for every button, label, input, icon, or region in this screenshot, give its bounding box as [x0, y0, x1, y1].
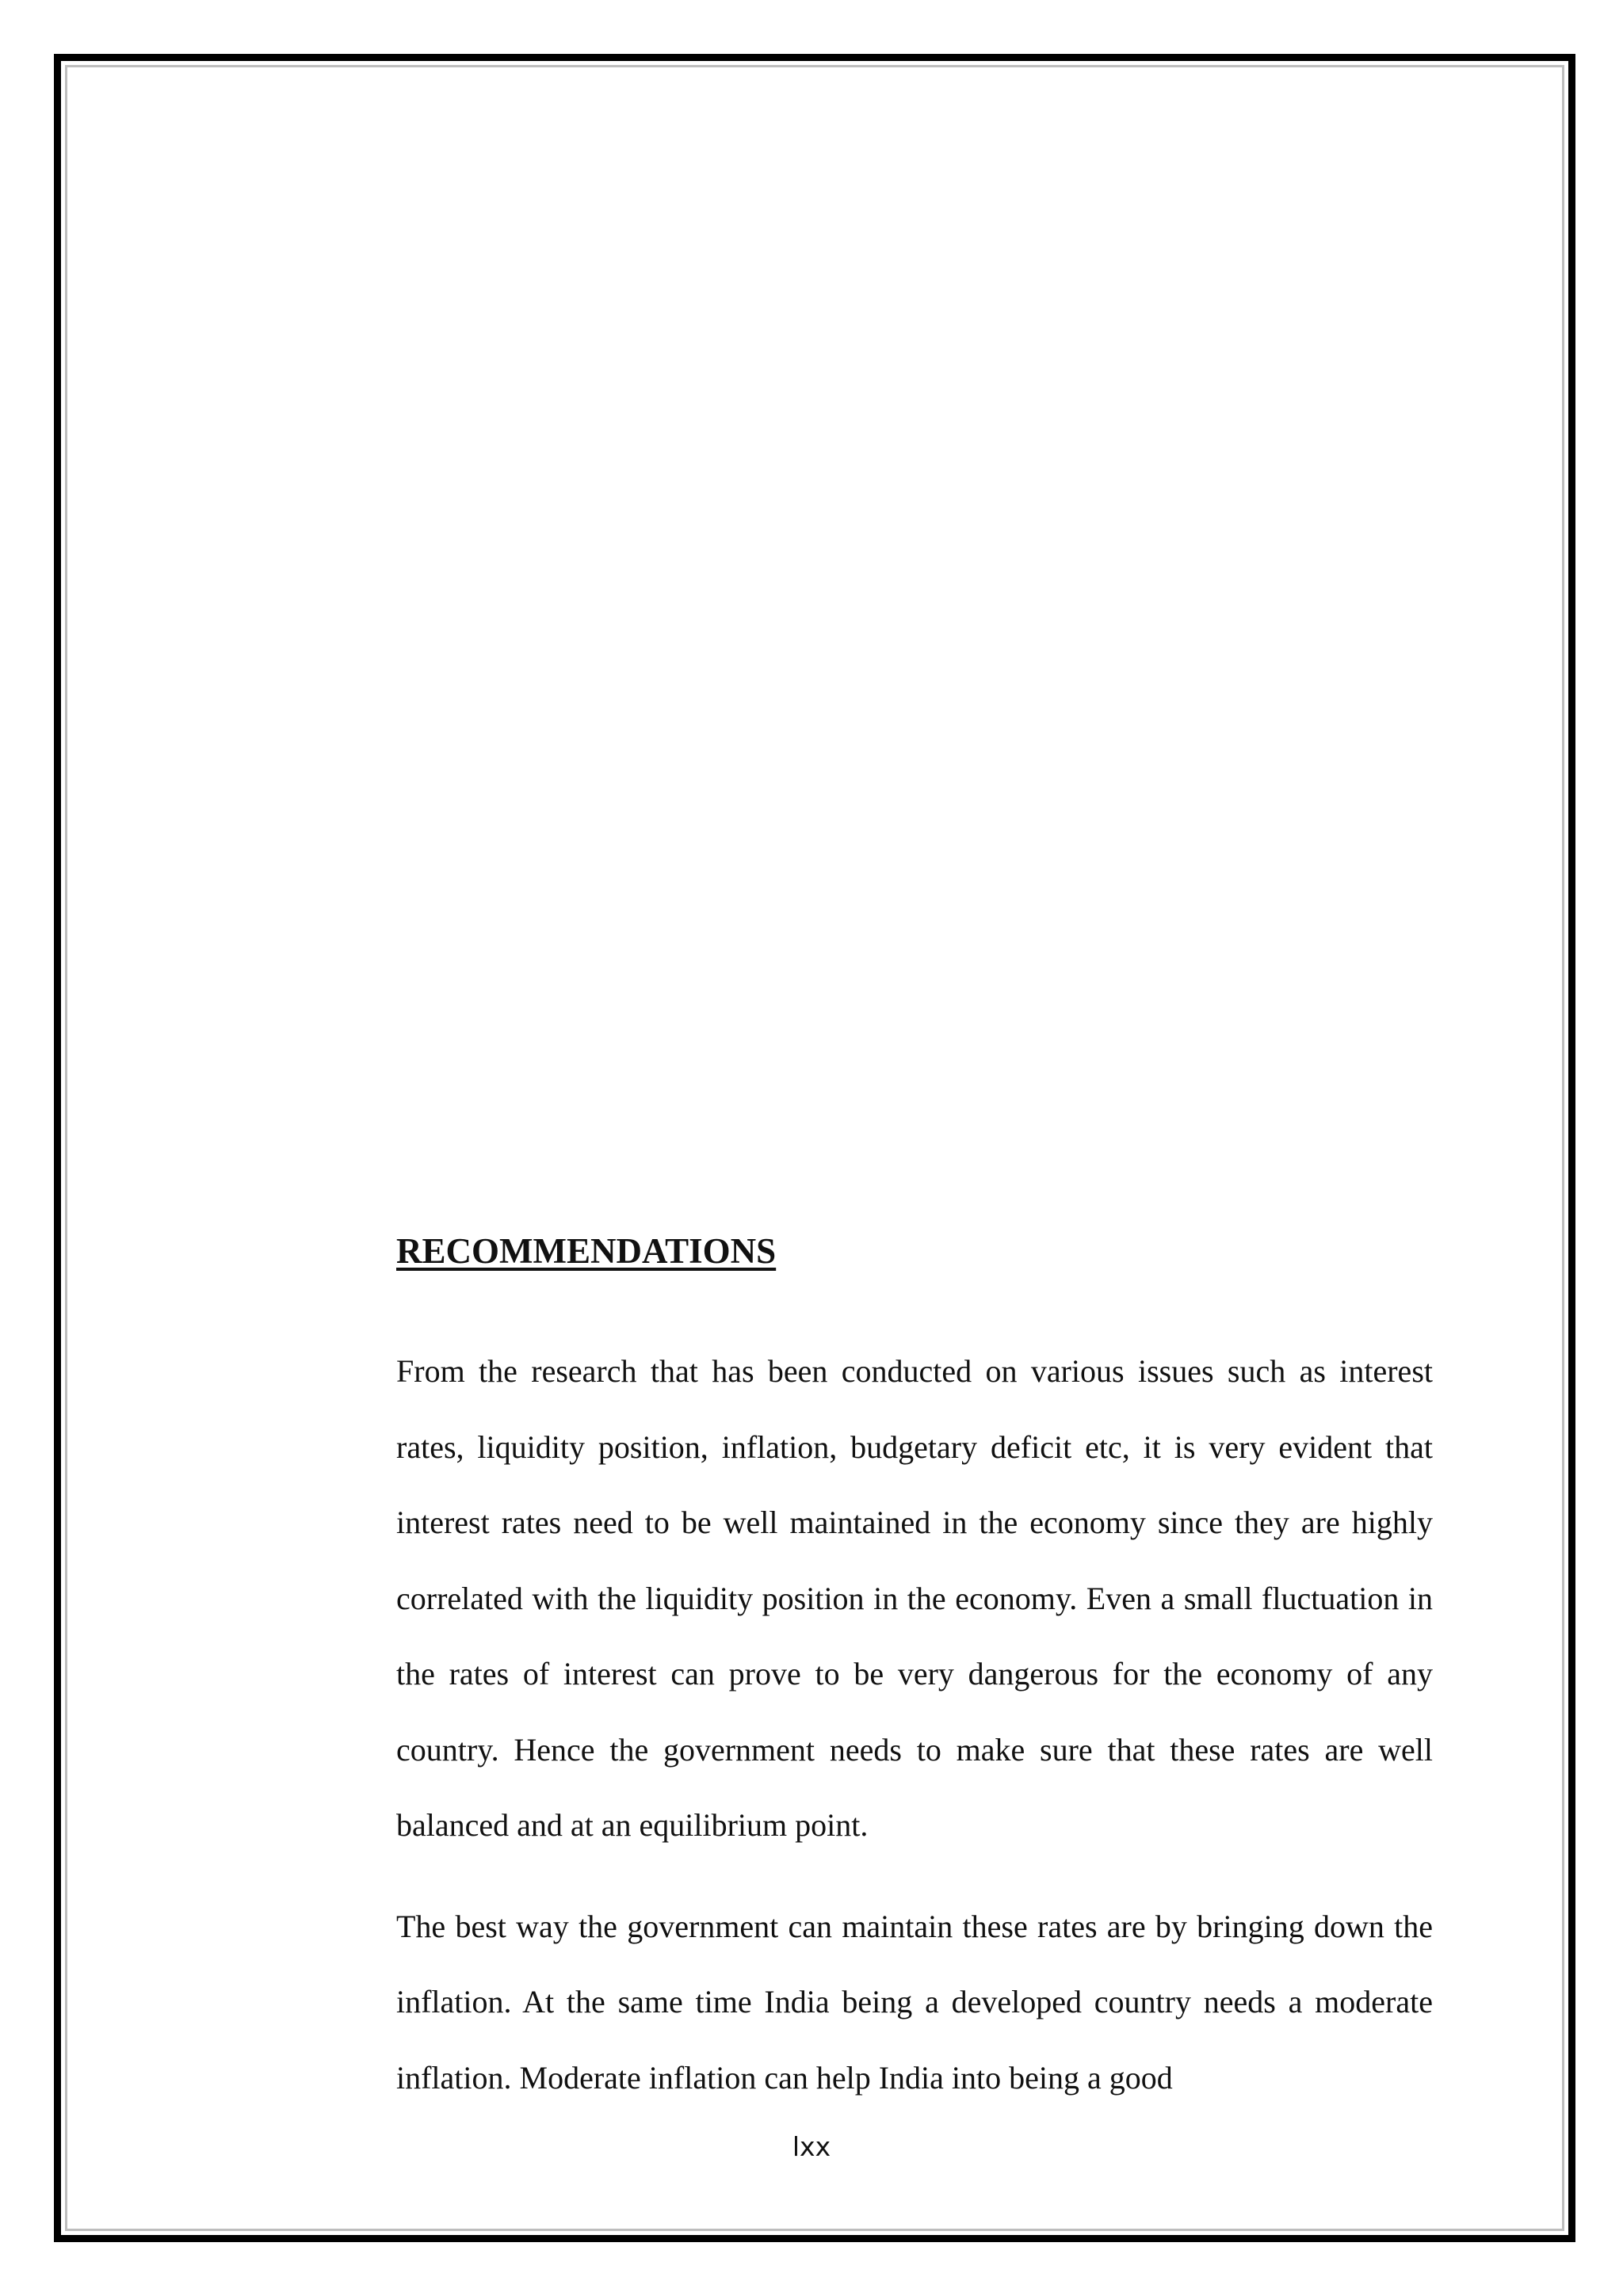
section-heading: RECOMMENDATIONS — [396, 1231, 777, 1271]
page-number: lxx — [792, 2131, 831, 2162]
document-body — [396, 1224, 1433, 2141]
paragraph-1: From the research that has been conducted on various issues such as interest rates, liquidity position, inflation, budgetary deficit etc, it is very evident that interest rates need to be well maintained in the economy since they are highly correlated with the liquidity position in the economy. Even a small fluctuation in the rates of interest can prove to be very dangerous for the economy of any country. Hence the government needs to make sure that these rates are well balanced and at an equilibrium point. — [396, 1353, 1433, 1843]
paragraph-2: The best way the government can maintain these rates are by bringing down the inflation. At the same time India being a developed country needs a moderate inflation. Moderate inflation can help India into being a good — [396, 1908, 1433, 2096]
